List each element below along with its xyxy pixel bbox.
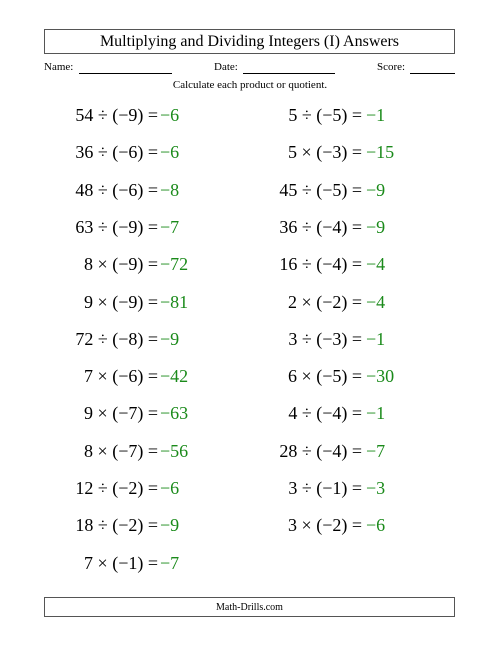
instructions: Calculate each product or quotient. [172, 79, 328, 91]
problem-equation: 8 × (−7) = [84, 440, 158, 461]
problem-answer: −9 [366, 216, 386, 237]
problem-equation: 6 × (−5) = [288, 366, 362, 387]
problem-equation: 3 ÷ (−1) = [288, 478, 362, 498]
problem-equation: 9 × (−7) = [84, 403, 158, 424]
problem-equation: 3 ÷ (−3) = [288, 328, 362, 349]
problem-equation: 28 ÷ (−4) = [279, 440, 362, 461]
problem-answer: −9 [160, 328, 180, 349]
problem-equation: 72 ÷ (−8) = [75, 328, 158, 349]
name-line [79, 73, 172, 74]
problem-answer: −6 [160, 142, 180, 163]
problem-answer: −81 [160, 291, 189, 312]
problem-answer: −1 [366, 403, 386, 424]
problem-answer: −6 [366, 515, 386, 536]
problem-answer: −7 [366, 440, 386, 461]
problem-answer: −4 [366, 254, 386, 275]
problem-answer: −9 [366, 179, 386, 200]
problem-answer: −42 [160, 366, 189, 387]
problem-equation: 63 ÷ (−9) = [75, 216, 158, 237]
problem-answer: −6 [160, 478, 180, 498]
problem-answer: −7 [160, 216, 180, 237]
problem-equation: 5 ÷ (−5) = [288, 105, 362, 125]
problem-equation: 36 ÷ (−4) = [279, 216, 362, 237]
problem-answer: −9 [160, 515, 180, 536]
problem-answer: −15 [366, 142, 395, 163]
name-label: Name: [44, 61, 74, 73]
problem-answer: −3 [366, 478, 386, 498]
problem-answer: −1 [366, 105, 386, 125]
problem-answer: −8 [160, 179, 180, 200]
problem-equation: 3 × (−2) = [288, 515, 362, 536]
problem-equation: 4 ÷ (−4) = [288, 403, 362, 424]
footer: Math-Drills.com [44, 597, 455, 617]
date-label: Date: [214, 61, 238, 73]
score-line [410, 73, 455, 74]
problem-answer: −63 [160, 403, 189, 424]
problem-answer: −6 [160, 105, 180, 125]
date-line [243, 73, 335, 74]
problem-answer: −72 [160, 254, 189, 275]
problem-equation: 8 × (−9) = [84, 254, 158, 275]
problem-equation: 2 × (−2) = [288, 291, 362, 312]
problem-equation: 7 × (−1) = [84, 552, 158, 573]
score-label: Score: [377, 61, 406, 73]
problem-answer: −30 [366, 366, 395, 387]
problem-equation: 12 ÷ (−2) = [75, 478, 158, 498]
problem-answer: −56 [160, 440, 189, 461]
problem-answer: −1 [366, 328, 386, 349]
worksheet-title: Multiplying and Dividing Integers (I) Answers [44, 29, 455, 54]
problem-equation: 54 ÷ (−9) = [75, 105, 158, 125]
problem-answer: −7 [160, 552, 180, 573]
problem-equation: 45 ÷ (−5) = [279, 179, 362, 200]
problem-answer: −4 [366, 291, 386, 312]
problem-equation: 9 × (−9) = [84, 291, 158, 312]
problem-equation: 5 × (−3) = [288, 142, 362, 163]
problem-equation: 16 ÷ (−4) = [279, 254, 362, 275]
problem-equation: 18 ÷ (−2) = [75, 515, 158, 536]
problem-equation: 36 ÷ (−6) = [75, 142, 158, 163]
problem-equation: 7 × (−6) = [84, 366, 158, 387]
problem-equation: 48 ÷ (−6) = [75, 179, 158, 200]
